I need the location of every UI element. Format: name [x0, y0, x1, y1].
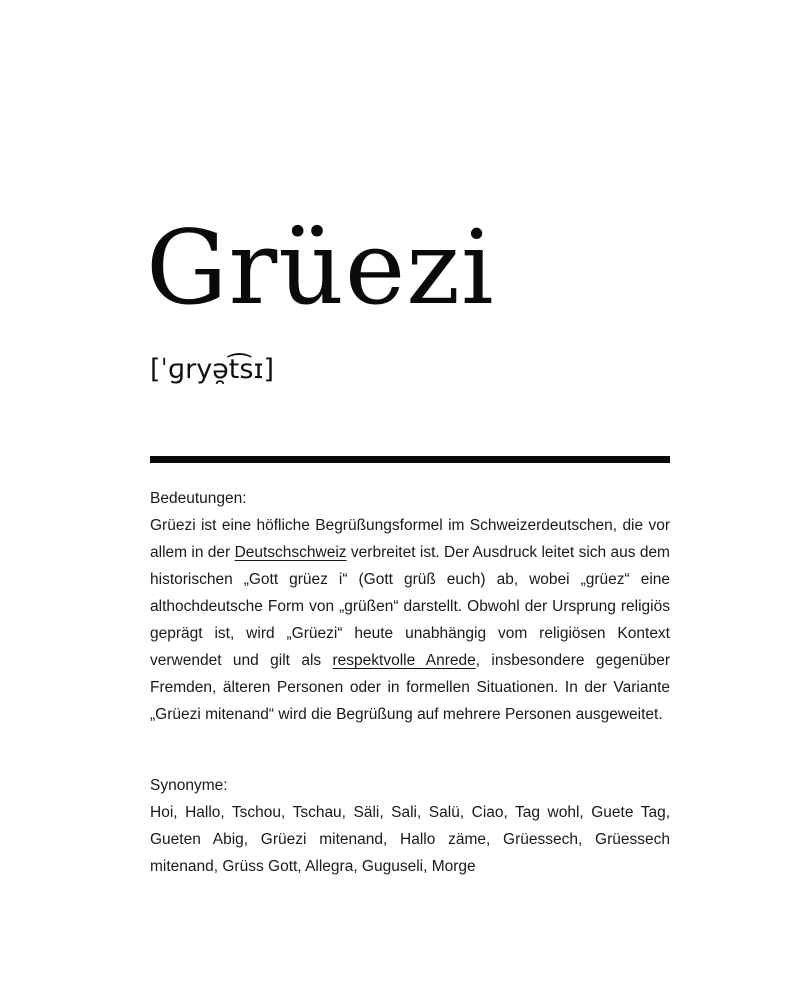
- synonyms-heading: Synonyme:: [150, 777, 228, 794]
- meanings-heading: Bedeutungen:: [150, 490, 247, 507]
- meanings-text-part-1: Grüezi ist eine höfliche Begrüßungsformel im Schweizerdeutschen, die vor allem in der: [150, 517, 670, 561]
- meanings-paragraph: [150, 512, 670, 728]
- divider-rule: [150, 456, 670, 463]
- synonyms-list: Hoi, Hallo, Tschou, Tschau, Säli, Sali, Salü, Ciao, Tag wohl, Guete Tag, Gueten Abig, Grüezi mitenand, Hallo zäme, Grüessech, Grüessech mitenand, Grüss Gott, Allegra, Guguseli, Morge: [150, 804, 670, 875]
- meanings-section: [150, 485, 670, 728]
- synonyms-section: [150, 772, 670, 880]
- meanings-text-part-2: verbreitet ist. Der Ausdruck leitet sich aus dem historischen „Gott grüez i“ (Gott grüß euch) ab, wobei „grüez“ eine althochdeutsche Form von „grüßen“ darstellt. Obwohl der Ursprung religiös geprägt ist, wird „Grüezi“ heute unabhängig vom religiösen Kontext verwendet und gilt als: [150, 544, 670, 669]
- pronunciation: [ˈɡryə̯t͡sɪ]: [150, 354, 275, 385]
- meanings-text-part-3: , insbesondere gegenüber Fremden, älteren Personen oder in formellen Situationen. In der Variante „Grüezi mitenand“ wird die Begrüßung auf mehrere Personen ausgeweitet.: [150, 652, 670, 723]
- respektvolle-anrede-link[interactable]: respektvolle Anrede: [332, 652, 476, 669]
- deutschschweiz-link[interactable]: Deutschschweiz: [234, 544, 347, 561]
- headword-title: Grüezi: [146, 209, 495, 328]
- dictionary-poster: [146, 0, 670, 1000]
